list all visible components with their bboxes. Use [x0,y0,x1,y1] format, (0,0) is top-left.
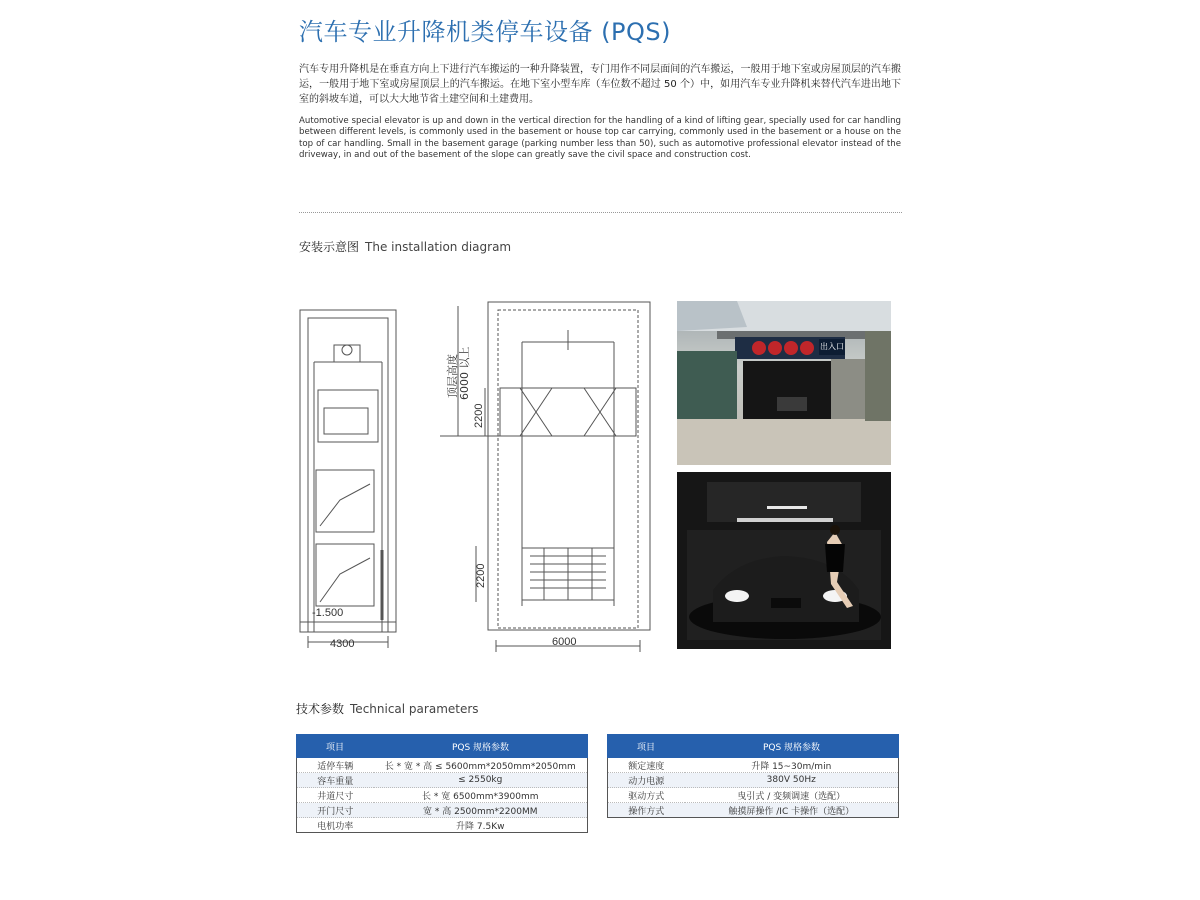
front-view-drawing [440,302,650,652]
installation-heading-en: The installation diagram [365,240,512,254]
table-cell: 长 * 宽 * 高 ≤ 5600mm*2050mm*2050mm [374,758,588,773]
intro-chinese: 汽车专用升降机是在垂直方向上下进行汽车搬运的一种升降装置，专门用作不同层面间的汽车搬运，一般用于地下室或房屋顶层的汽车搬运，一般用于地下室或房屋顶层上的汽车搬运。在地下室小型车库（车位数不超过 50 个）中，如用汽车专业升降机来替代汽车进出地下室的斜坡车道，可以大大地节省土建空间和土建费用。 [299,64,901,105]
page-title: 汽车专业升降机类停车设备 (PQS) [299,18,671,46]
left-level-dimension: -1.500 [312,607,344,619]
table-cell: 适停车辆 [297,758,374,773]
parameters-table-left [296,734,588,833]
table-cell: 动力电源 [608,773,685,788]
table-row [297,803,588,818]
table-row [297,818,588,833]
table-cell: ≤ 2550kg [374,773,588,788]
table-row [608,803,899,818]
top-height-value: 6000 以上 [458,346,471,400]
table-row [608,758,899,773]
section-divider [299,212,902,213]
installation-diagram [290,290,660,660]
table-row [297,773,588,788]
table-row [608,788,899,803]
car-elevator-photo [677,472,891,649]
table-cell: 驱动方式 [608,788,685,803]
table-cell: 开门尺寸 [297,803,374,818]
entrance-sign: 出入口 [820,342,844,351]
table-header-cell: 项目 [297,735,374,758]
table-header-row [608,735,899,758]
side-view-drawing [300,310,396,648]
table-header-cell: 项目 [608,735,685,758]
table-row [297,758,588,773]
table-cell: 升降 7.5Kw [374,818,588,833]
upper-clearance-dimension: 2200 [473,403,485,428]
table-cell: 井道尺寸 [297,788,374,803]
table-row [297,788,588,803]
table-cell: 升降 15~30m/min [685,758,899,773]
table-cell: 触摸屏操作 /IC 卡操作（选配） [685,803,899,818]
tech-heading [296,700,479,717]
tech-heading-cn: 技术参数 [296,702,345,716]
table-cell: 曳引式 / 变频调速（选配） [685,788,899,803]
table-cell: 容车重量 [297,773,374,788]
table-header-row [297,735,588,758]
table-cell: 操作方式 [608,803,685,818]
table-row [608,773,899,788]
left-width-dimension: 4300 [330,638,355,650]
parameters-table-right [607,734,899,818]
table-header-cell: PQS 规格参数 [374,735,588,758]
installation-heading [299,238,511,255]
garage-entrance-illustration [677,301,891,465]
table-cell: 宽 * 高 2500mm*2200MM [374,803,588,818]
table-cell: 长 * 宽 6500mm*3900mm [374,788,588,803]
table-cell: 380V 50Hz [685,773,899,788]
table-header-cell: PQS 规格参数 [685,735,899,758]
top-height-label: 顶层高度 [446,354,459,398]
right-width-dimension: 6000 [552,636,577,648]
lower-clearance-dimension: 2200 [475,563,487,588]
tech-heading-en: Technical parameters [350,702,479,716]
table-cell: 电机功率 [297,818,374,833]
car-elevator-illustration [677,472,891,649]
intro-english: Automotive special elevator is up and down in the vertical direction for the handling of a kind of lifting gear, specially used for car handling between different levels, is commonly used in the basement or house top car carrying, commonly used in the basement or a house on the top of car handling. Small in the basement garage (parking number less than 50), such as automotive professional elevator instead of the driveway, in and out of the basement of the slope can greatly save the civil space and construction cost. [299,116,901,161]
table-cell: 额定速度 [608,758,685,773]
installation-heading-cn: 安装示意图 [299,240,360,254]
garage-entrance-photo [677,301,891,465]
